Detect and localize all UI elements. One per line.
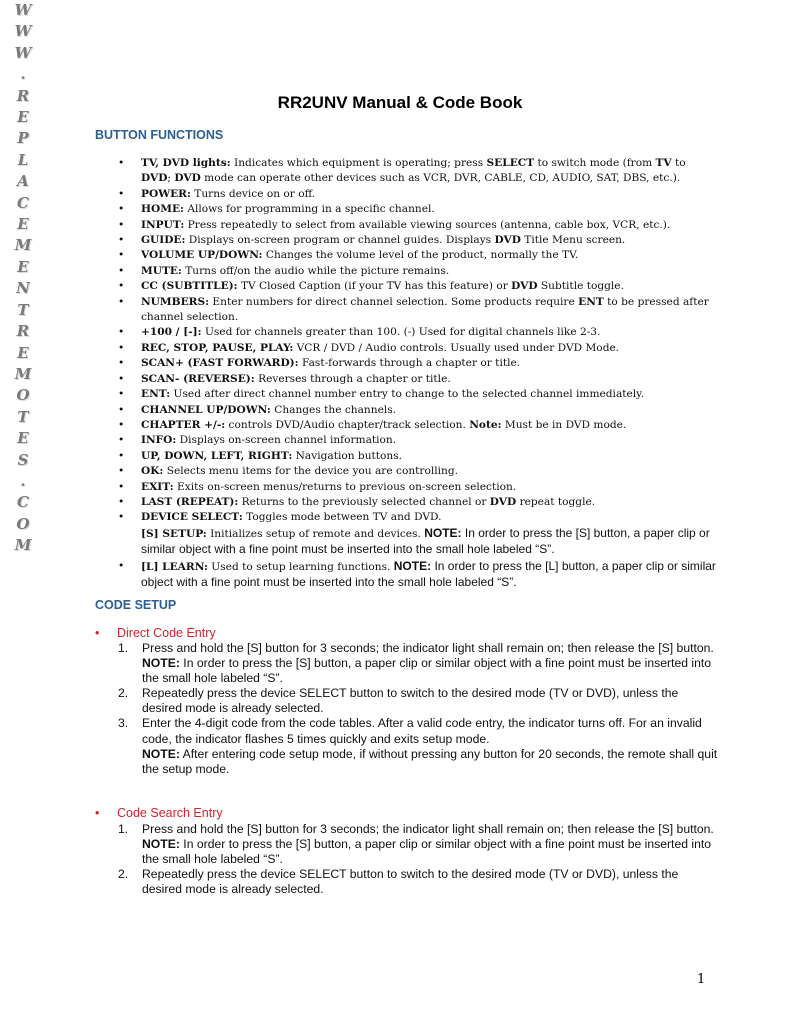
list-item — [116, 341, 716, 356]
list-item — [116, 464, 716, 479]
list-item — [116, 449, 716, 464]
text-fragment: to be pressed after channel selection. — [141, 295, 709, 324]
list-item — [116, 295, 716, 326]
step-number: 3. — [118, 716, 129, 731]
step-item — [118, 822, 718, 867]
watermark-char: E — [17, 429, 29, 448]
list-item — [116, 526, 716, 559]
bullet-icon: • — [118, 295, 125, 308]
bullet-icon: • — [118, 465, 125, 478]
watermark-char: R — [16, 86, 30, 105]
watermark-char: W — [14, 1, 32, 19]
note-text: In order to press the [S] button, a paper clip or similar object with a fine point must be inserted into the small hole labeled “S”. — [141, 525, 710, 557]
watermark-char: S — [17, 450, 29, 469]
section-heading-button-functions: BUTTON FUNCTIONS — [95, 128, 224, 142]
item-label: SCAN- (REVERSE): — [141, 372, 255, 385]
bullet-icon: • — [118, 203, 125, 216]
subheading-direct-code-entry — [95, 626, 216, 640]
bullet-icon: • — [118, 357, 125, 370]
page-number: 1 — [697, 972, 706, 987]
text-fragment: Press and hold the [S] button for 3 seconds; the indicator light shall remain on; then release the [S] button. — [142, 822, 714, 836]
item-label: [L] LEARN: — [141, 560, 208, 573]
text-fragment: to — [671, 157, 686, 169]
item-label: POWER: — [141, 187, 191, 200]
item-label: ENT: — [141, 388, 171, 401]
watermark-char: M — [14, 364, 32, 383]
bullet-icon: • — [118, 234, 125, 247]
text-fragment: In order to press the [S] button, a paper clip or similar object with a fine point must be inserted into the small hole labeled “S”. — [142, 837, 712, 867]
text-fragment: Fast-forwards through a chapter or title. — [298, 357, 521, 370]
text-fragment: Reverses through a chapter or title. — [254, 372, 451, 385]
list-item — [116, 248, 716, 263]
text-fragment: Enter numbers for direct channel selection. Some products require — [209, 295, 579, 308]
watermark-char: T — [17, 407, 29, 426]
text-fragment: Press repeatedly to select from available viewing sources (antenna, cable box, VCR, etc.). — [184, 218, 671, 231]
text-fragment: Turns off/on the audio while the picture remains. — [181, 264, 450, 277]
text-fragment: Used for channels greater than 100. (-) Used for digital channels like 2-3. — [201, 326, 601, 339]
watermark-char: E — [17, 108, 29, 127]
item-label: +100 / [-]: — [141, 326, 202, 339]
step-number: 1. — [118, 822, 129, 836]
text-fragment: In order to press the [S] button, a paper clip or similar object with a fine point must be inserted into the small hole labeled “S”. — [142, 656, 712, 686]
text-fragment: Turns device on or off. — [190, 187, 316, 200]
text-fragment: Used after direct channel number entry to change to the selected channel immediately. — [170, 388, 645, 401]
text-fragment: VCR / DVD / Audio controls. Usually used under DVD Mode. — [293, 341, 620, 354]
watermark-char: T — [17, 300, 29, 319]
text-fragment: Repeatedly press the device SELECT button to switch to the desired mode (TV or DVD), unless the desired mode is already selected. — [142, 686, 679, 716]
item-label: UP, DOWN, LEFT, RIGHT: — [141, 449, 293, 462]
item-label: [S] SETUP: — [141, 527, 207, 540]
step-item — [118, 641, 718, 686]
bullet-icon: • — [118, 449, 125, 462]
text-fragment: Press and hold the [S] button for 3 seconds; the indicator light shall remain on; then release the [S] button. — [142, 641, 714, 655]
subheading-code-search-entry — [95, 806, 223, 820]
item-label: DEVICE SELECT: — [141, 511, 243, 524]
text-fragment: Returns to the previously selected channel or — [238, 495, 490, 508]
watermark-char: A — [17, 172, 29, 191]
bold-fragment: DVD — [174, 172, 201, 185]
watermark-char: C — [17, 193, 29, 212]
list-item — [116, 156, 716, 187]
list-item — [116, 510, 716, 525]
item-label: HOME: — [141, 203, 184, 216]
item-label: OK: — [141, 465, 164, 478]
subheading-label: Code Search Entry — [117, 806, 223, 820]
bold-fragment: Note: — [469, 418, 502, 431]
text-fragment: Toggles mode between TV and DVD. — [242, 511, 442, 524]
bullet-icon: • — [118, 280, 125, 293]
button-functions-list — [116, 156, 716, 591]
list-item — [116, 433, 716, 448]
page-title: RR2UNV Manual & Code Book — [277, 93, 523, 112]
text-fragment: TV Closed Caption (if your TV has this feature) or — [237, 280, 512, 293]
item-label: EXIT: — [141, 480, 174, 493]
watermark-char: P — [17, 129, 29, 148]
bullet-icon: • — [118, 559, 125, 572]
text-fragment: Title Menu screen. — [520, 234, 626, 247]
watermark-char: . — [20, 471, 26, 490]
watermark-char: W — [14, 43, 32, 62]
bold-fragment: SELECT — [486, 157, 535, 169]
bold-fragment: NOTE: — [142, 746, 180, 761]
list-item — [116, 279, 716, 294]
bullet-icon: • — [95, 806, 100, 820]
list-item — [116, 202, 716, 217]
bullet-icon: • — [118, 157, 125, 169]
text-fragment: Subtitle toggle. — [537, 280, 624, 293]
list-item — [116, 233, 716, 248]
step-item — [118, 686, 718, 716]
item-label: CHANNEL UP/DOWN: — [141, 403, 271, 416]
bullet-icon: • — [118, 480, 125, 493]
note-text: In order to press the [L] button, a paper clip or similar object with a fine point must be inserted into the small hole labeled “S”. — [141, 558, 716, 589]
bold-fragment: DVD — [511, 280, 538, 293]
watermark-char: N — [16, 279, 30, 298]
bullet-icon: • — [118, 264, 125, 277]
watermark-char: E — [17, 257, 29, 276]
text-fragment: Selects menu items for the device you are controlling. — [163, 465, 458, 478]
text-fragment: controls DVD/Audio chapter/track selection. — [225, 418, 470, 431]
step-item — [118, 867, 718, 897]
subheading-label: Direct Code Entry — [117, 626, 216, 640]
section-heading-code-setup: CODE SETUP — [95, 598, 177, 612]
item-label: INPUT: — [141, 218, 185, 231]
bullet-icon: • — [118, 341, 125, 354]
text-fragment: Displays on-screen channel information. — [176, 434, 397, 447]
text-fragment: Initializes setup of remote and devices. — [206, 527, 425, 540]
code-search-steps — [118, 822, 718, 897]
watermark-char: O — [16, 514, 30, 533]
item-label: INFO: — [141, 434, 177, 447]
step-item — [118, 716, 718, 776]
watermark-char: L — [17, 150, 29, 169]
bullet-icon: • — [118, 249, 125, 262]
text-fragment: Repeatedly press the device SELECT button to switch to the desired mode (TV or DVD), unless the desired mode is already selected. — [142, 867, 679, 897]
list-item — [116, 372, 716, 387]
step-number: 2. — [118, 867, 129, 882]
item-label: SCAN+ (FAST FORWARD): — [141, 357, 299, 370]
watermark-char: O — [16, 386, 30, 405]
item-label: REC, STOP, PAUSE, PLAY: — [141, 341, 294, 354]
bold-fragment: DVD — [494, 234, 521, 247]
text-fragment: Enter the 4-digit code from the code tables. After a valid code entry, the indicator turns off. For an invalid code, the indicator flashes 5 times quickly and exits setup mode. — [142, 716, 702, 746]
watermark-char: M — [14, 236, 32, 255]
list-item — [116, 187, 716, 202]
text-fragment: ; — [167, 172, 175, 185]
list-item — [116, 264, 716, 279]
bullet-icon: • — [118, 218, 125, 231]
list-item — [116, 403, 716, 418]
text-fragment: Indicates which equipment is operating; press — [230, 157, 487, 169]
bullet-icon: • — [118, 187, 125, 200]
bullet-icon: • — [118, 511, 125, 524]
text-fragment: Changes the channels. — [270, 403, 397, 416]
text-fragment: mode can operate other devices such as VCR, DVR, CABLE, CD, AUDIO, SAT, DBS, etc.). — [200, 172, 681, 185]
bullet-icon: • — [118, 495, 125, 508]
item-label: GUIDE: — [141, 234, 186, 247]
bullet-icon: • — [118, 403, 125, 416]
text-fragment: Used to setup learning functions. — [207, 560, 394, 573]
watermark-char: E — [17, 343, 29, 362]
watermark-char: M — [14, 536, 32, 555]
bold-fragment: NOTE: — [142, 656, 180, 671]
watermark-char: C — [17, 493, 29, 512]
direct-code-steps — [118, 641, 718, 777]
text-fragment: Changes the volume level of the product, normally the TV. — [262, 249, 579, 262]
item-label: VOLUME UP/DOWN: — [141, 249, 263, 262]
item-label: LAST (REPEAT): — [141, 495, 239, 508]
watermark-vertical — [8, 0, 38, 557]
note-label: NOTE: — [393, 558, 432, 573]
watermark-char: . — [20, 65, 26, 84]
watermark-char: R — [16, 322, 30, 341]
list-item — [116, 356, 716, 371]
list-item — [116, 218, 716, 233]
bold-fragment: DVD — [141, 172, 168, 185]
item-label: NUMBERS: — [141, 295, 210, 308]
bullet-icon: • — [95, 626, 100, 640]
list-item — [116, 325, 716, 340]
item-label: CHAPTER +/-: — [141, 418, 226, 431]
list-item — [116, 418, 716, 433]
text-fragment: Navigation buttons. — [292, 449, 403, 462]
bullet-icon: • — [118, 326, 125, 339]
text-fragment: repeat toggle. — [516, 495, 596, 508]
bold-fragment: TV — [655, 157, 672, 169]
bullet-icon: • — [118, 372, 125, 385]
watermark-char: E — [17, 215, 29, 234]
step-number: 1. — [118, 641, 129, 655]
list-item — [116, 480, 716, 495]
bullet-icon: • — [118, 418, 125, 431]
bold-fragment: NOTE: — [142, 837, 180, 852]
watermark-char: W — [14, 22, 32, 41]
list-item — [116, 559, 716, 592]
list-item — [116, 387, 716, 402]
bullet-icon: • — [118, 434, 125, 447]
note-label: NOTE: — [424, 525, 462, 540]
text-fragment: After entering code setup mode, if without pressing any button for 20 seconds, the remote shall quit the setup mode. — [142, 746, 718, 776]
text-fragment: Must be in DVD mode. — [501, 418, 627, 431]
bold-fragment: DVD — [489, 495, 517, 508]
list-item — [116, 495, 716, 510]
bullet-icon: • — [118, 388, 125, 401]
text-fragment: Exits on-screen menus/returns to previous on-screen selection. — [173, 480, 517, 493]
item-label: TV, DVD lights: — [141, 157, 231, 169]
text-fragment: Allows for programming in a specific channel. — [183, 203, 435, 216]
item-label: MUTE: — [141, 264, 182, 277]
bold-fragment: ENT — [578, 295, 604, 308]
step-number: 2. — [118, 686, 129, 701]
text-fragment: to switch mode (from — [534, 157, 656, 169]
item-label: CC (SUBTITLE): — [141, 280, 238, 293]
text-fragment: Displays on-screen program or channel guides. Displays — [185, 234, 495, 247]
